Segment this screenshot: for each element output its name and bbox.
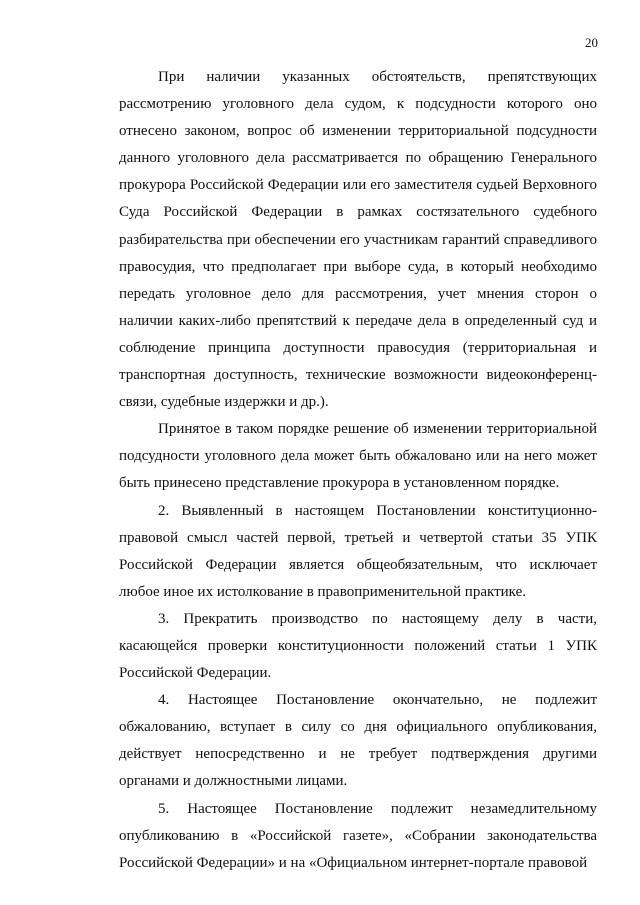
paragraph-territorial-jurisdiction: При наличии указанных обстоятельств, препятствующих рассмотрению уголовного дела судом, к подсудности которого оно отнесено законом, вопрос об изменении территориальной подсудности данного уголовного дела рассматривается по обращению Генерального прокурора Российской Федерации или его заместителя судьей Верховного Суда Российской Федерации в рамках состязательного судебного разбирательства при обеспечении его участникам гарантий справедливого правосудия, что предполагает при выборе суда, в который необходимо передать уголовное дело для рассмотрения, учет мнения сторон о наличии каких-либо препятствий к передаче дела в определенный суд и соблюдение принципа доступности правосудия (территориальная и транспортная доступность, технические возможности видеоконференц-связи, судебные издержки и др.). [119,69,597,411]
paragraph-item-5: 5. Настоящее Постановление подлежит незамедлительному опубликованию в «Российской газете», «Собрании законодательства Российской Федерации» и на «Официальном интернет-портале правовой [119,800,597,871]
page-number: 20 [585,35,598,50]
paragraph-item-2: 2. Выявленный в настоящем Постановлении конституционно-правовой смысл частей первой, третьей и четвертой статьи 35 УПК Российской Федерации является общеобязательным, что исключает любое иное их истолкование в правоприменительной практике. [119,502,597,600]
paragraph-item-4: 4. Настоящее Постановление окончательно, не подлежит обжалованию, вступает в силу со дня официального опубликования, действует непосредственно и не требует подтверждения другими органами и должностными лицами. [119,692,597,790]
paragraph-item-3: 3. Прекратить производство по настоящему делу в части, касающейся проверки конституционности положений статьи 1 УПК Российской Федерации. [119,610,597,682]
paragraph-appeal-of-decision: Принятое в таком порядке решение об изменении территориальной подсудности уголовного дела может быть обжаловано или на него может быть принесено представление прокурора в установленном порядке. [119,421,597,492]
document-body [119,64,597,877]
